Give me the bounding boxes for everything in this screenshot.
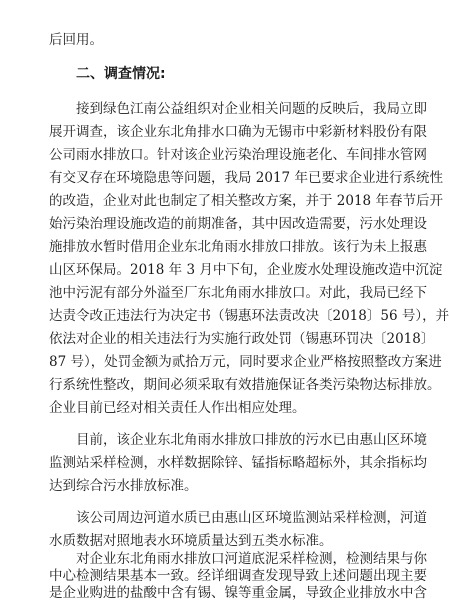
- text-line: 始污染治理设施改造的前期准备，其中因改造需要，污水处理设: [49, 216, 427, 232]
- text-line: 行系统性整改，期间必须采取有效措施保证各类污染物达标排放。: [49, 377, 441, 393]
- text-line: 企业目前已经对相关责任人作出相应处理。: [49, 400, 306, 416]
- text-line: 目前，该企业东北角雨水排放口排放的污水已由惠山区环境: [76, 432, 427, 448]
- text-line: 池中污泥有部分外溢至厂东北角雨水排放口。对此，我局已经下: [49, 285, 427, 301]
- text-line: 展开调查，该企业东北角排水口确为无锡市中彩新材料股份有限: [49, 124, 427, 140]
- text-line: 施排放水暂时借用企业东北角雨水排放口排放。该行为未上报惠: [49, 239, 427, 255]
- text-line: 依法对企业的相关违法行为实施行政处罚（锡惠环罚决〔2018〕: [49, 331, 435, 347]
- text-line: 接到绿色江南公益组织对企业相关问题的反映后，我局立即: [76, 101, 427, 117]
- text-line: 达责令改正违法行为决定书（锡惠环法责改决〔2018〕56 号），并: [49, 308, 449, 324]
- text-line: 对企业东北角雨水排放口河道底泥采样检测，检测结果与你: [76, 551, 427, 567]
- text-line: 后回用。: [49, 32, 103, 48]
- text-line: 公司雨水排放口。针对该企业污染治理设施老化、车间排水管网: [49, 147, 427, 163]
- text-line: 水质数据对照地表水环境质量达到五类水标准。: [49, 533, 333, 549]
- text-line: 是企业购进的盐酸中含有锡、镍等重金属，导致企业排放水中含: [49, 585, 427, 601]
- text-line: 中心检测结果基本一致。经详细调查发现导致上述问题出现主要: [49, 568, 427, 584]
- text-line: 该公司周边河道水质已由惠山区环境监测站采样检测，河道: [76, 510, 427, 526]
- text-line: 87 号），处罚金额为贰拾万元，同时要求企业严格按照整改方案进: [49, 354, 442, 370]
- section-heading: 二、调查情况:: [76, 66, 166, 82]
- text-line: 达到综合污水排放标准。: [49, 478, 198, 494]
- text-line: 山区环保局。2018 年 3 月中下旬，企业废水处理设施改造中沉淀: [49, 262, 443, 278]
- text-line: 有交叉存在环境隐患等问题，我局 2017 年已要求企业进行系统性: [49, 170, 443, 186]
- text-line: 监测站采样检测，水样数据除锌、锰指标略超标外，其余指标均: [49, 455, 427, 471]
- text-line: 的改造，企业对此也制定了相关整改方案，并于 2018 年春节后开: [49, 193, 443, 209]
